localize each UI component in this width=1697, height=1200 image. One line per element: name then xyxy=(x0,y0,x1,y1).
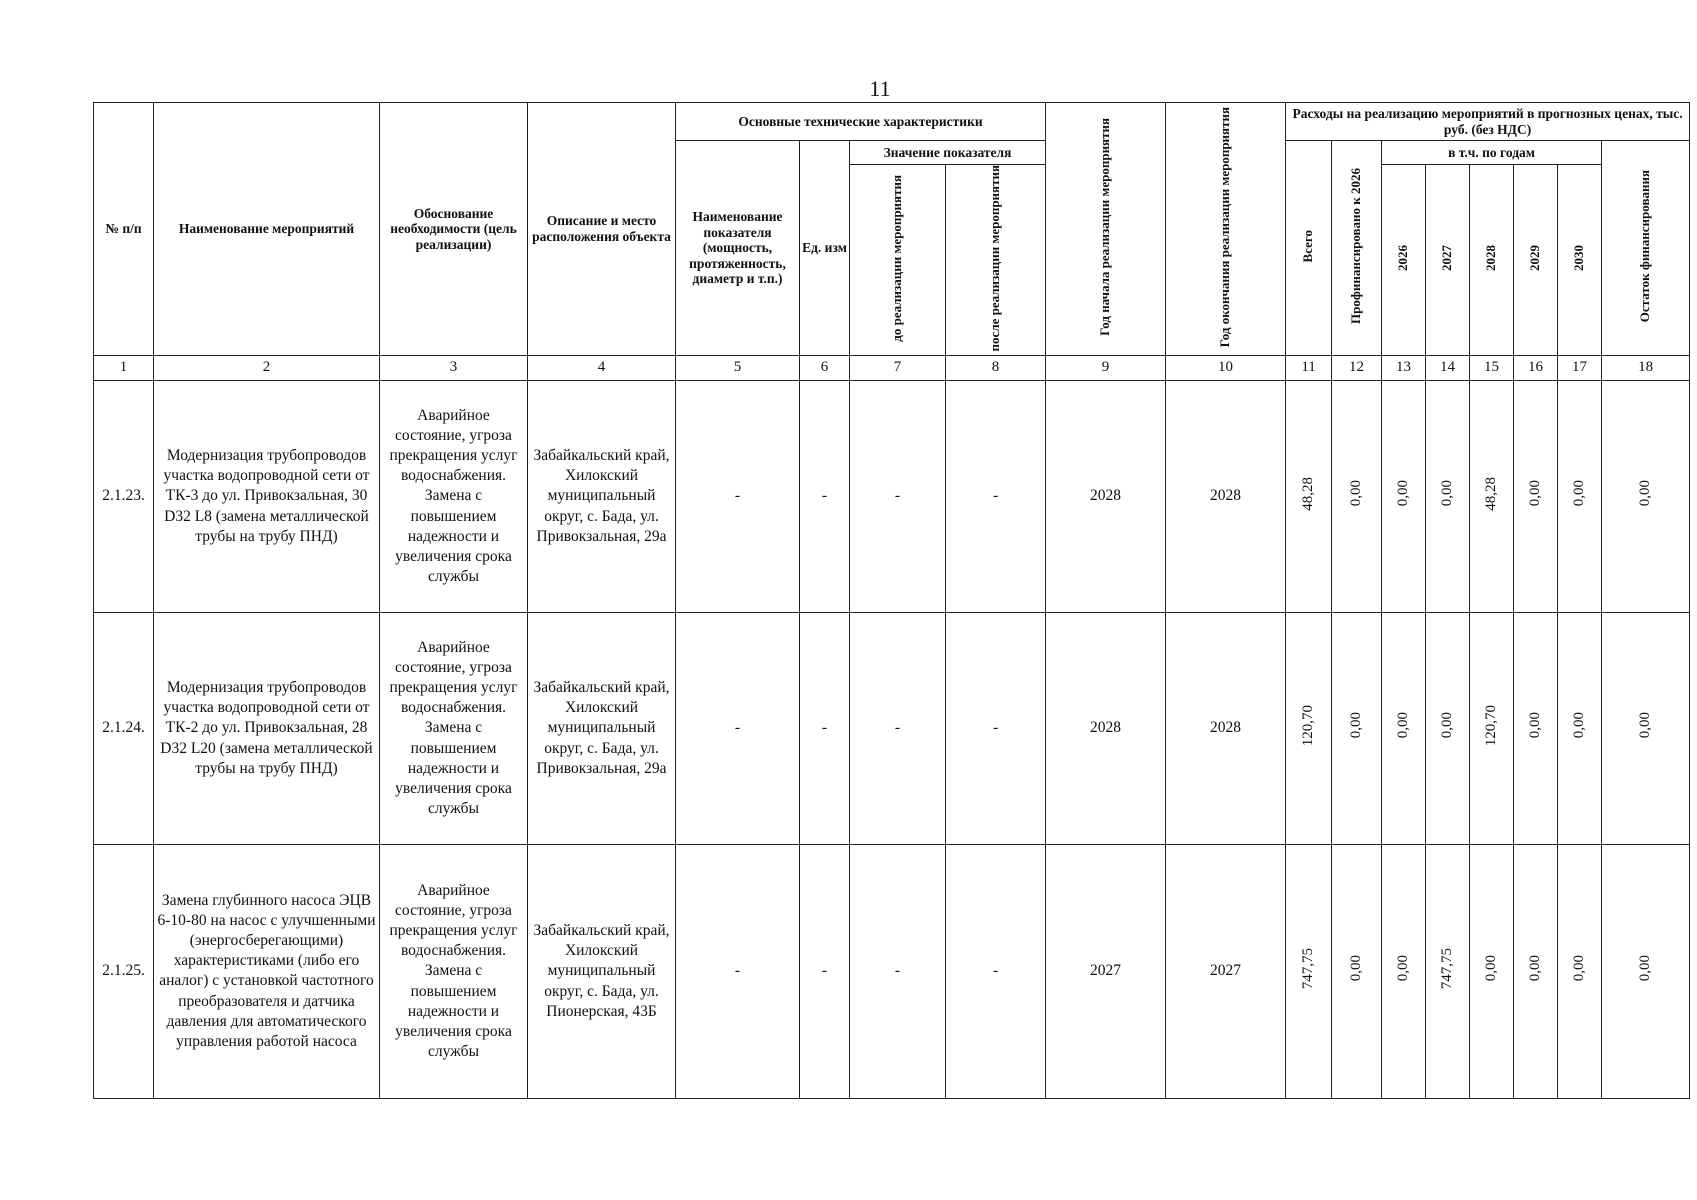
row-after: - xyxy=(946,380,1046,612)
row-total: 120,70 xyxy=(1286,612,1332,844)
row-2027: 747,75 xyxy=(1426,844,1470,1098)
row-year-start: 2028 xyxy=(1046,380,1166,612)
row-2028: 0,00 xyxy=(1470,844,1514,1098)
row-total: 747,75 xyxy=(1286,844,1332,1098)
header-before: до реализации мероприятия xyxy=(850,165,946,356)
row-remainder: 0,00 xyxy=(1602,380,1690,612)
row-2030: 0,00 xyxy=(1558,380,1602,612)
row-total: 48,28 xyxy=(1286,380,1332,612)
row-after: - xyxy=(946,612,1046,844)
row-financed: 0,00 xyxy=(1332,612,1382,844)
row-2029: 0,00 xyxy=(1514,380,1558,612)
column-number: 11 xyxy=(1286,355,1332,380)
row-num: 2.1.24. xyxy=(94,612,154,844)
row-2030: 0,00 xyxy=(1558,844,1602,1098)
column-number: 12 xyxy=(1332,355,1382,380)
header-year-start: Год начала реализации мероприятия xyxy=(1046,103,1166,356)
table-row xyxy=(94,844,1690,1098)
column-number: 16 xyxy=(1514,355,1558,380)
row-2026: 0,00 xyxy=(1382,844,1426,1098)
row-2030: 0,00 xyxy=(1558,612,1602,844)
row-name: Модернизация трубопроводов участка водопроводной сети от ТК-2 до ул. Привокзальная, 28 D32 L20 (замена металлической трубы на трубу ПНД) xyxy=(154,612,380,844)
column-number: 18 xyxy=(1602,355,1690,380)
header-financed: Профинансировано к 2026 xyxy=(1332,141,1382,356)
column-number: 15 xyxy=(1470,355,1514,380)
row-indicator: - xyxy=(676,612,800,844)
row-financed: 0,00 xyxy=(1332,844,1382,1098)
column-number: 6 xyxy=(800,355,850,380)
row-2027: 0,00 xyxy=(1426,380,1470,612)
header-name: Наименование мероприятий xyxy=(154,103,380,356)
header-2026: 2026 xyxy=(1382,165,1426,356)
row-year-end: 2027 xyxy=(1166,844,1286,1098)
row-year-start: 2027 xyxy=(1046,844,1166,1098)
column-number: 17 xyxy=(1558,355,1602,380)
row-before: - xyxy=(850,844,946,1098)
header-by-years-group: в т.ч. по годам xyxy=(1382,141,1602,165)
header-year-end: Год окончания реализации мероприятия xyxy=(1166,103,1286,356)
table-row xyxy=(94,380,1690,612)
column-number: 1 xyxy=(94,355,154,380)
header-costs-group: Расходы на реализацию мероприятий в прогнозных ценах, тыс. руб. (без НДС) xyxy=(1286,103,1690,141)
row-justification: Аварийное состояние, угроза прекращения услуг водоснабжения. Замена с повышением надежности и увеличения срока службы xyxy=(380,844,528,1098)
column-number: 10 xyxy=(1166,355,1286,380)
page-number: 11 xyxy=(869,76,891,101)
row-year-start: 2028 xyxy=(1046,612,1166,844)
header-location: Описание и место расположения объекта xyxy=(528,103,676,356)
row-justification: Аварийное состояние, угроза прекращения услуг водоснабжения. Замена с повышением надежности и увеличения срока службы xyxy=(380,380,528,612)
row-2029: 0,00 xyxy=(1514,844,1558,1098)
column-number: 4 xyxy=(528,355,676,380)
row-2029: 0,00 xyxy=(1514,612,1558,844)
row-before: - xyxy=(850,612,946,844)
column-number: 13 xyxy=(1382,355,1426,380)
row-location: Забайкальский край, Хилокский муниципальный округ, с. Бада, ул. Привокзальная, 29а xyxy=(528,612,676,844)
column-number: 7 xyxy=(850,355,946,380)
row-remainder: 0,00 xyxy=(1602,612,1690,844)
row-indicator: - xyxy=(676,380,800,612)
row-justification: Аварийное состояние, угроза прекращения услуг водоснабжения. Замена с повышением надежности и увеличения срока службы xyxy=(380,612,528,844)
header-after: после реализации мероприятия xyxy=(946,165,1046,356)
row-after: - xyxy=(946,844,1046,1098)
column-number: 3 xyxy=(380,355,528,380)
row-2026: 0,00 xyxy=(1382,612,1426,844)
row-unit: - xyxy=(800,612,850,844)
row-2026: 0,00 xyxy=(1382,380,1426,612)
row-location: Забайкальский край, Хилокский муниципальный округ, с. Бада, ул. Пионерская, 43Б xyxy=(528,844,676,1098)
row-2028: 48,28 xyxy=(1470,380,1514,612)
row-financed: 0,00 xyxy=(1332,380,1382,612)
header-2029: 2029 xyxy=(1514,165,1558,356)
row-year-end: 2028 xyxy=(1166,380,1286,612)
row-num: 2.1.25. xyxy=(94,844,154,1098)
row-location: Забайкальский край, Хилокский муниципальный округ, с. Бада, ул. Привокзальная, 29а xyxy=(528,380,676,612)
column-number: 9 xyxy=(1046,355,1166,380)
row-2028: 120,70 xyxy=(1470,612,1514,844)
header-2028: 2028 xyxy=(1470,165,1514,356)
row-name: Замена глубинного насоса ЭЦВ 6-10-80 на насос с улучшенными (энергосберегающими) характеристиками (либо его аналог) с установкой частотного преобразователя и датчика давления для автоматического управления работой насоса xyxy=(154,844,380,1098)
row-unit: - xyxy=(800,380,850,612)
row-before: - xyxy=(850,380,946,612)
header-num: № п/п xyxy=(94,103,154,356)
row-year-end: 2028 xyxy=(1166,612,1286,844)
row-num: 2.1.23. xyxy=(94,380,154,612)
header-justification: Обоснование необходимости (цель реализации) xyxy=(380,103,528,356)
row-2027: 0,00 xyxy=(1426,612,1470,844)
header-indicator-name: Наименование показателя (мощность, протяженность, диаметр и т.п.) xyxy=(676,141,800,356)
header-unit: Ед. изм xyxy=(800,141,850,356)
row-remainder: 0,00 xyxy=(1602,844,1690,1098)
header-2027: 2027 xyxy=(1426,165,1470,356)
column-number: 8 xyxy=(946,355,1046,380)
column-number: 5 xyxy=(676,355,800,380)
table-row xyxy=(94,612,1690,844)
header-tech-group: Основные технические характеристики xyxy=(676,103,1046,141)
row-unit: - xyxy=(800,844,850,1098)
column-numbers-row xyxy=(94,355,1690,380)
header-remainder: Остаток финансирования xyxy=(1602,141,1690,356)
header-indicator-value-group: Значение показателя xyxy=(850,141,1046,165)
investment-table xyxy=(93,102,1690,1099)
row-name: Модернизация трубопроводов участка водопроводной сети от ТК-3 до ул. Привокзальная, 30 D32 L8 (замена металлической трубы на трубу ПНД) xyxy=(154,380,380,612)
header-total: Всего xyxy=(1286,141,1332,356)
header-2030: 2030 xyxy=(1558,165,1602,356)
column-number: 2 xyxy=(154,355,380,380)
row-indicator: - xyxy=(676,844,800,1098)
column-number: 14 xyxy=(1426,355,1470,380)
